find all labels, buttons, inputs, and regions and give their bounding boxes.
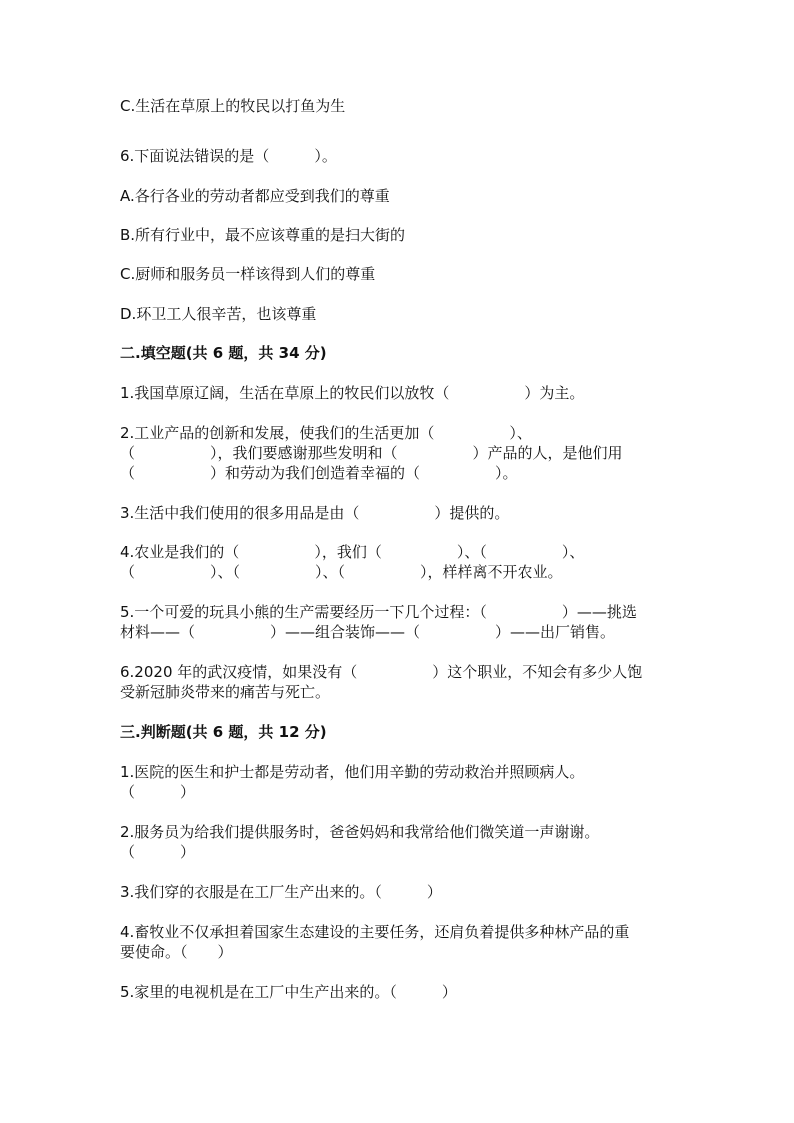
option-c-grassland: C.生活在草原上的牧民以打鱼为生 <box>120 97 346 115</box>
option-b: B.所有行业中，最不应该尊重的是扫大街的 <box>120 226 406 244</box>
fill-question-5-line-2: 材料——（ ）——组合装饰——（ ）——出厂销售。 <box>120 623 616 641</box>
tf-question-3: 3.我们穿的衣服是在工厂生产出来的。（ ） <box>120 883 442 901</box>
fill-question-4-line-1: 4.农业是我们的（ ），我们（ ）、（ ）、 <box>120 543 585 561</box>
tf-question-1-answer: （ ） <box>120 783 196 801</box>
tf-question-2-answer: （ ） <box>120 843 196 861</box>
fill-question-6-line-2: 受新冠肺炎带来的痛苦与死亡。 <box>120 683 331 701</box>
fill-question-4-line-2: （ ）、（ ）、（ ），样样离不开农业。 <box>120 563 563 581</box>
tf-question-4-line-1: 4.畜牧业不仅承担着国家生态建设的主要任务，还肩负着提供多种林产品的重 <box>120 923 630 941</box>
tf-question-2: 2.服务员为给我们提供服务时，爸爸妈妈和我常给他们微笑道一声谢谢。 <box>120 823 600 841</box>
tf-question-4-line-2: 要使命。（ ） <box>120 943 233 961</box>
fill-question-2-line-2: （ ），我们要感谢那些发明和（ ）产品的人，是他们用 <box>120 444 623 462</box>
question-6: 6.下面说法错误的是（ ）。 <box>120 147 337 165</box>
fill-question-1: 1.我国草原辽阔，生活在草原上的牧民们以放牧（ ）为主。 <box>120 384 585 402</box>
fill-question-6-line-1: 6.2020 年的武汉疫情，如果没有（ ）这个职业，不知会有多少人饱 <box>120 663 643 681</box>
option-a: A.各行各业的劳动者都应受到我们的尊重 <box>120 187 390 205</box>
fill-question-3: 3.生活中我们使用的很多用品是由（ ）提供的。 <box>120 504 510 522</box>
section-heading-true-false: 三.判断题(共 6 题，共 12 分) <box>120 723 327 741</box>
section-heading-fill-in: 二.填空题(共 6 题，共 34 分) <box>120 344 327 362</box>
tf-question-5: 5.家里的电视机是在工厂中生产出来的。（ ） <box>120 983 457 1001</box>
option-d: D.环卫工人很辛苦，也该尊重 <box>120 305 317 323</box>
fill-question-2-line-1: 2.工业产品的创新和发展，使我们的生活更加（ ）、 <box>120 424 532 442</box>
option-c: C.厨师和服务员一样该得到人们的尊重 <box>120 265 376 283</box>
fill-question-2-line-3: （ ）和劳动为我们创造着幸福的（ ）。 <box>120 464 518 482</box>
tf-question-1: 1.医院的医生和护士都是劳动者，他们用辛勤的劳动救治并照顾病人。 <box>120 763 585 781</box>
fill-question-5-line-1: 5.一个可爱的玩具小熊的生产需要经历一下几个过程：（ ）——挑选 <box>120 603 637 621</box>
